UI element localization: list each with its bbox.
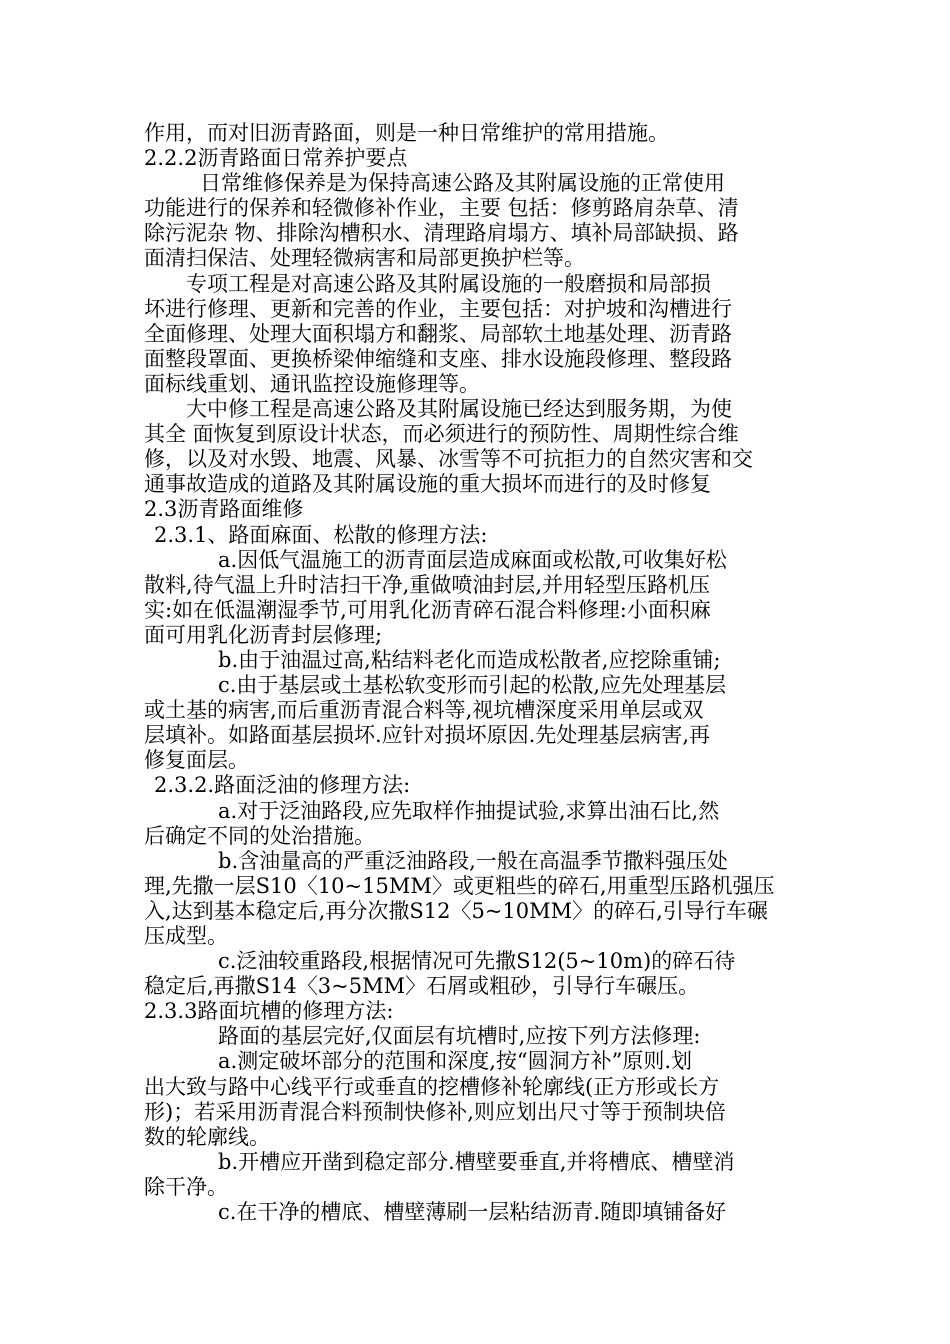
text-line: 2.3.2.路面泛油的修理方法: (154, 773, 411, 798)
text-line: 压成型。 (144, 924, 228, 948)
text-line: 面标线重划、通讯监控设施修理等。 (144, 371, 480, 396)
text-line: 作用，而对旧沥青路面，则是一种日常维护的常用措施。 (144, 121, 669, 145)
text-line: 出大致与路中心线平行或垂直的挖槽修补轮廓线(正方形或长方 (144, 1074, 720, 1099)
text-line: 面整段罩面、更换桥梁伸缩缝和支座、排水设施段修理、整段路 (144, 346, 732, 371)
text-line: b.由于油温过高,粘结料老化而造成松散者,应挖除重铺; (218, 647, 721, 672)
text-line: 日常维修保养是为保持高速公路及其附属设施的正常使用 (200, 171, 725, 196)
text-line: 路面的基层完好,仅面层有坑槽时,应按下列方法修理: (218, 1024, 701, 1049)
text-line: 形)；若采用沥青混合料预制快修补,则应划出尺寸等于预制块倍 (144, 1099, 726, 1124)
text-line: 其全 面恢复到原设计状态，而必须进行的预防性、周期性综合维 (144, 422, 739, 447)
text-line: 2.3.1、路面麻面、松散的修理方法: (154, 522, 488, 547)
text-line: 除污泥杂 物、排除沟槽积水、清理路肩塌方、填补局部缺损、路 (144, 221, 739, 246)
text-line: b.含油量高的严重泛油路段,一般在高温季节撒料强压处 (218, 848, 728, 873)
text-line: 实:如在低温潮湿季节,可用乳化沥青碎石混合料修理:小面积麻 (144, 597, 711, 622)
text-line: c.在干净的槽底、槽壁薄刷一层粘结沥青.随即填铺备好 (218, 1200, 727, 1225)
text-line: 后确定不同的处治措施。 (144, 823, 375, 848)
text-line: 面可用乳化沥青封层修理; (144, 622, 383, 647)
text-line: 入,达到基本稳定后,再分次撒S12〈5~10MM〉的碎石,引导行车碾 (144, 898, 768, 923)
text-line: 数的轮廓线。 (144, 1124, 270, 1149)
text-line: a.对于泛油路段,应先取样作抽提试验,求算出油石比,然 (218, 798, 720, 823)
text-line: a.因低气温施工的沥青面层造成麻面或松散,可收集好松 (218, 547, 727, 572)
text-line: 大中修工程是高速公路及其附属设施已经达到服务期，为使 (186, 397, 732, 422)
text-line: c.由于基层或土基松软变形而引起的松散,应先处理基层 (218, 673, 727, 698)
text-line: 或土基的病害,而后重沥青混合料等,视坑槽深度采用单层或双 (144, 698, 704, 723)
text-line: a.测定破坏部分的范围和深度,按“圆洞方补”原则.划 (218, 1049, 693, 1074)
text-line: 通事故造成的道路及其附属设施的重大损坏而进行的及时修复 (144, 472, 711, 497)
text-line: 面清扫保洁、处理轻微病害和局部更换护栏等。 (144, 246, 585, 271)
text-line: b.开槽应开凿到稳定部分.槽壁要垂直,并将槽底、槽壁消 (218, 1149, 735, 1174)
text-line: 功能进行的保养和轻微修补作业，主要 包括：修剪路肩杂草、清 (144, 196, 739, 221)
text-line: 稳定后,再撒S14〈3~5MM〉石屑或粗砂，引导行车碾压。 (144, 974, 700, 999)
text-line: 坏进行修理、更新和完善的作业，主要包括：对护坡和沟槽进行 (144, 296, 732, 321)
text-line: 层填补。如路面基层损坏.应针对损坏原因.先处理基层病害,再 (144, 723, 711, 748)
text-line: 2.3沥青路面维修 (144, 497, 304, 522)
text-line: 理,先撒一层S10〈10~15MM〉或更粗些的碎石,用重型压路机强压 (144, 873, 775, 898)
text-line: c.泛油较重路段,根据情况可先撒S12(5~10m)的碎石待 (218, 949, 736, 974)
text-line: 2.2.2沥青路面日常养护要点 (144, 146, 408, 171)
text-line: 专项工程是对高速公路及其附属设施的一般磨损和局部损 (186, 271, 711, 296)
text-line: 全面修理、处理大面积塌方和翻浆、局部软土地基处理、沥青路 (144, 321, 732, 346)
text-line: 修，以及对水毁、地震、风暴、冰雪等不可抗拒力的自然灾害和交 (144, 447, 753, 472)
text-line: 除干净。 (144, 1174, 228, 1199)
document-body (144, 121, 814, 1225)
text-line: 修复面层。 (144, 748, 249, 773)
text-line: 2.3.3路面坑槽的修理方法: (144, 999, 394, 1024)
text-line: 散料,待气温上升时洁扫干净,重做喷油封层,并用轻型压路机压 (144, 572, 711, 597)
